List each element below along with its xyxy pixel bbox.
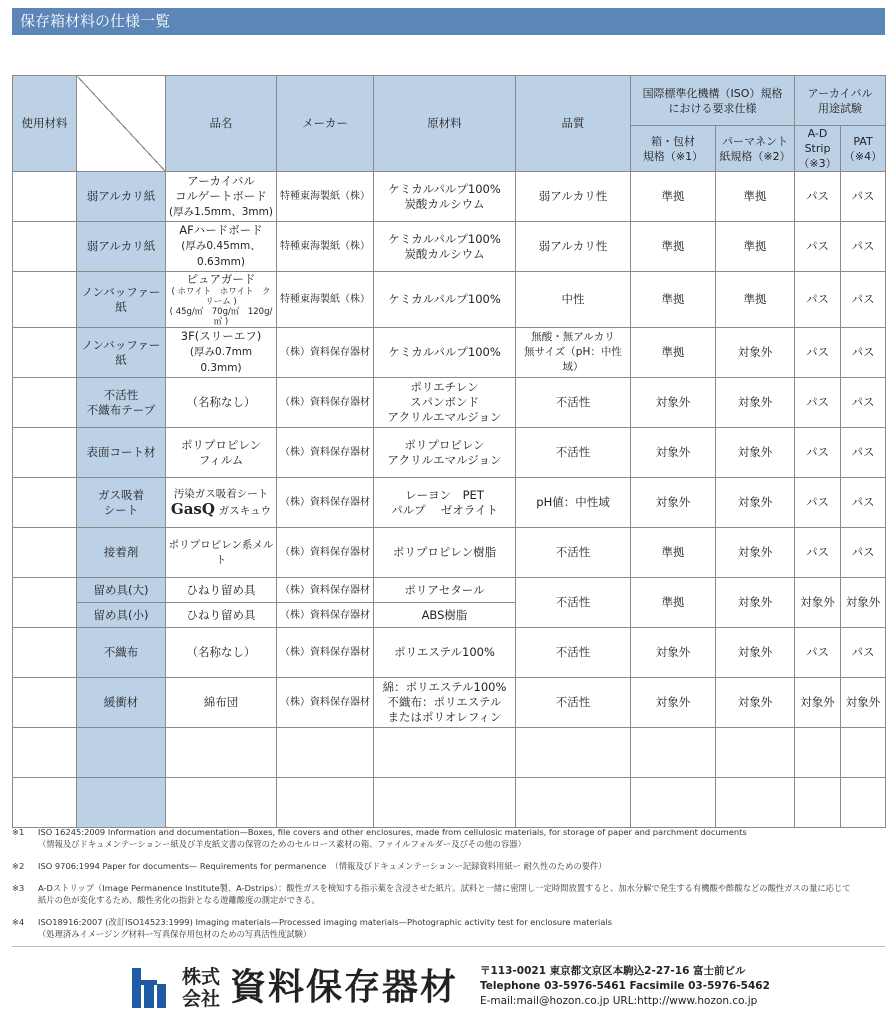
header-material: 使用材料	[13, 76, 77, 172]
product-cell: ポリプロピレン系メルト	[166, 528, 277, 578]
raw-material-cell: ポリエステル100%	[374, 628, 516, 678]
category-cell: ノンバッファー紙	[77, 328, 166, 378]
pat-cell: パス	[841, 478, 886, 528]
table-row	[13, 428, 886, 478]
table-row	[13, 272, 886, 328]
pat-cell: パス	[841, 272, 886, 328]
pat-cell: パス	[841, 428, 886, 478]
ad-strip-cell: パス	[795, 222, 841, 272]
quality-cell: 無酸・無アルカリ 無サイズ（pH：中性域）	[516, 328, 631, 378]
category-cell: 接着剤	[77, 528, 166, 578]
header-pat: PAT （※4）	[841, 126, 886, 172]
contact-info	[480, 964, 770, 1009]
ad-strip-cell: パス	[795, 272, 841, 328]
raw-material-cell: 綿：ポリエステル100% 不織布：ポリエステル またはポリオレフィン	[374, 678, 516, 728]
table-row	[13, 328, 886, 378]
raw-material-cell: ポリエチレン スパンボンド アクリルエマルジョン	[374, 378, 516, 428]
ad-strip-cell: パス	[795, 528, 841, 578]
maker-cell: 特種東海製紙（株）	[277, 172, 374, 222]
permanent-spec-cell: 対象外	[716, 528, 795, 578]
permanent-spec-cell: 対象外	[716, 428, 795, 478]
quality-cell: 不活性	[516, 678, 631, 728]
pat-cell: パス	[841, 628, 886, 678]
box-spec-cell: 対象外	[631, 478, 716, 528]
category-cell: ノンバッファー紙	[77, 272, 166, 328]
table-row	[13, 628, 886, 678]
header-diagonal	[77, 76, 166, 172]
empty-cell	[13, 678, 77, 728]
ad-strip-cell: 対象外	[795, 678, 841, 728]
permanent-spec-cell: 準拠	[716, 222, 795, 272]
gasq-logo: GasQ	[170, 500, 215, 518]
company-logo-icon	[130, 966, 174, 1010]
category-cell: 弱アルカリ紙	[77, 172, 166, 222]
empty-table-row	[13, 778, 886, 828]
empty-cell	[13, 222, 77, 272]
box-spec-cell: 対象外	[631, 428, 716, 478]
box-spec-cell: 準拠	[631, 578, 716, 628]
product-cell: AFハードボード (厚み0.45mm、0.63mm)	[166, 222, 277, 272]
quality-cell: 不活性	[516, 428, 631, 478]
quality-cell: 不活性	[516, 378, 631, 428]
header-box-spec: 箱・包材 規格（※1）	[631, 126, 716, 172]
raw-material-cell: ケミカルパルプ100% 炭酸カルシウム	[374, 172, 516, 222]
table-row	[13, 528, 886, 578]
empty-cell	[13, 328, 77, 378]
raw-material-cell: ケミカルパルプ100% 炭酸カルシウム	[374, 222, 516, 272]
maker-cell: （株）資料保存器材	[277, 628, 374, 678]
quality-cell: 不活性	[516, 628, 631, 678]
box-spec-cell: 準拠	[631, 328, 716, 378]
box-spec-cell: 準拠	[631, 222, 716, 272]
footnote-3: ※3 A-Dストリップ（Image Permanence Institute製、A-Dstrips）：酸性ガスを検知する指示薬を含浸させた紙片。試料と一緒に密閉し一定時間放置すると、加水分解で発生する有機酸や酢酸などの酸性ガスの量に応じて 紙片の色が変化するため、酸性劣化の指針となる遊離酸度の測定ができる。	[12, 883, 851, 905]
pat-cell: 対象外	[841, 578, 886, 628]
permanent-spec-cell: 対象外	[716, 478, 795, 528]
product-cell: ひねり留め具	[166, 603, 277, 628]
category-cell: 表面コート材	[77, 428, 166, 478]
empty-table-row	[13, 728, 886, 778]
empty-cell	[13, 272, 77, 328]
product-cell: ひねり留め具	[166, 578, 277, 603]
company-type: 株式 会社	[182, 966, 221, 1010]
ad-strip-cell: パス	[795, 328, 841, 378]
empty-cell	[13, 378, 77, 428]
product-cell: （名称なし）	[166, 378, 277, 428]
category-cell: 弱アルカリ紙	[77, 222, 166, 272]
ad-strip-cell: パス	[795, 428, 841, 478]
permanent-spec-cell: 対象外	[716, 378, 795, 428]
table-row	[13, 678, 886, 728]
header-product: 品名	[166, 76, 277, 172]
header-ad-strip: A-D Strip （※3）	[795, 126, 841, 172]
empty-cell	[13, 172, 77, 222]
company-name: 資料保存器材	[230, 967, 459, 1008]
raw-material-cell: ケミカルパルプ100%	[374, 272, 516, 328]
empty-cell	[13, 528, 77, 578]
footnote-1: ※1 ISO 16245:2009 Information and documentation—Boxes, file covers and other enclosures, made from cellulosic materials, for storage of paper and parchment documents （情報及びドキュメンテーションー紙及び羊皮紙文書の保管のためのセルロース素材の箱、ファイルフォルダー及びその他の容器）	[12, 827, 747, 849]
footnote-2: ※2 ISO 9706:1994 Paper for documents— Requirements for permanence （情報及びドキュメンテーションー記録資料用紙ー 耐久性のための要件）	[12, 861, 607, 871]
category-cell: 留め具(小)	[77, 603, 166, 628]
product-cell: 3F(スリーエフ) (厚み0.7mm 0.3mm)	[166, 328, 277, 378]
permanent-spec-cell: 準拠	[716, 172, 795, 222]
ad-strip-cell: 対象外	[795, 578, 841, 628]
divider	[12, 946, 885, 947]
header-permanent-spec: パーマネント 紙規格（※2）	[716, 126, 795, 172]
maker-cell: （株）資料保存器材	[277, 328, 374, 378]
box-spec-cell: 対象外	[631, 628, 716, 678]
quality-cell: pH値：中性域	[516, 478, 631, 528]
permanent-spec-cell: 対象外	[716, 328, 795, 378]
phone: Telephone 03-5976-5461 Facsimile 03-5976-5462	[480, 980, 770, 992]
maker-cell: （株）資料保存器材	[277, 528, 374, 578]
permanent-spec-cell: 対象外	[716, 578, 795, 628]
permanent-spec-cell: 準拠	[716, 272, 795, 328]
header-quality: 品質	[516, 76, 631, 172]
permanent-spec-cell: 対象外	[716, 678, 795, 728]
category-cell: 不織布	[77, 628, 166, 678]
quality-cell: 中性	[516, 272, 631, 328]
quality-cell: 弱アルカリ性	[516, 222, 631, 272]
box-spec-cell: 対象外	[631, 378, 716, 428]
header-archival-group: アーカイバル 用途試験	[795, 76, 886, 126]
page-title: 保存箱材料の仕様一覧	[12, 8, 885, 35]
raw-material-cell: ポリプロピレン樹脂	[374, 528, 516, 578]
quality-cell: 不活性	[516, 528, 631, 578]
product-cell: 綿布団	[166, 678, 277, 728]
maker-cell: （株）資料保存器材	[277, 578, 374, 603]
table-row	[13, 478, 886, 528]
raw-material-cell: レーヨン PET パルプ ゼオライト	[374, 478, 516, 528]
table-row	[13, 578, 886, 603]
ad-strip-cell: パス	[795, 628, 841, 678]
empty-cell	[13, 578, 77, 628]
category-cell: 緩衝材	[77, 678, 166, 728]
box-spec-cell: 準拠	[631, 272, 716, 328]
box-spec-cell: 対象外	[631, 678, 716, 728]
permanent-spec-cell: 対象外	[716, 628, 795, 678]
category-cell: ガス吸着 シート	[77, 478, 166, 528]
header-maker: メーカー	[277, 76, 374, 172]
product-cell: 汚染ガス吸着シート GasQ ガスキュウ	[166, 478, 277, 528]
empty-cell	[13, 478, 77, 528]
product-cell: ポリプロピレン フィルム	[166, 428, 277, 478]
quality-cell: 不活性	[516, 578, 631, 628]
maker-cell: （株）資料保存器材	[277, 678, 374, 728]
header-raw-material: 原材料	[374, 76, 516, 172]
product-cell: アーカイバル コルゲートボード (厚み1.5mm、3mm)	[166, 172, 277, 222]
maker-cell: 特種東海製紙（株）	[277, 222, 374, 272]
ad-strip-cell: パス	[795, 378, 841, 428]
pat-cell: 対象外	[841, 678, 886, 728]
product-cell: （名称なし）	[166, 628, 277, 678]
quality-cell: 弱アルカリ性	[516, 172, 631, 222]
product-cell: ピュアガード ( ホワイト ホワイト クリーム ) ( 45g/㎡ 70g/㎡ 120g/㎡ )	[166, 272, 277, 328]
category-cell: 留め具(大)	[77, 578, 166, 603]
box-spec-cell: 準拠	[631, 528, 716, 578]
box-spec-cell: 準拠	[631, 172, 716, 222]
pat-cell: パス	[841, 528, 886, 578]
empty-cell	[13, 428, 77, 478]
maker-cell: （株）資料保存器材	[277, 478, 374, 528]
table-row	[13, 172, 886, 222]
pat-cell: パス	[841, 328, 886, 378]
raw-material-cell: ABS樹脂	[374, 603, 516, 628]
footnotes	[12, 826, 885, 950]
header-iso-group: 国際標準化機構（ISO）規格 における要求仕様	[631, 76, 795, 126]
footnote-4: ※4 ISO18916:2007 (改訂ISO14523:1999) Imaging materials—Processed imaging materials—Photographic activity test for enclosure materials （処理済みイメージング材料ー写真保存用包材のための写真活性度試験）	[12, 917, 613, 939]
address: 〒113-0021 東京都文京区本駒込2-27-16 富士前ビル	[480, 965, 746, 977]
maker-cell: 特種東海製紙（株）	[277, 272, 374, 328]
raw-material-cell: ポリアセタール	[374, 578, 516, 603]
empty-cell	[13, 628, 77, 678]
maker-cell: （株）資料保存器材	[277, 378, 374, 428]
ad-strip-cell: パス	[795, 478, 841, 528]
pat-cell: パス	[841, 172, 886, 222]
company-footer	[130, 958, 870, 1018]
ad-strip-cell: パス	[795, 172, 841, 222]
table-row	[13, 222, 886, 272]
pat-cell: パス	[841, 222, 886, 272]
spec-table	[12, 75, 886, 828]
raw-material-cell: ケミカルパルプ100%	[374, 328, 516, 378]
maker-cell: （株）資料保存器材	[277, 603, 374, 628]
pat-cell: パス	[841, 378, 886, 428]
category-cell: 不活性 不織布テープ	[77, 378, 166, 428]
email-url: E-mail:mail@hozon.co.jp URL:http://www.hozon.co.jp	[480, 995, 758, 1007]
table-row	[13, 378, 886, 428]
raw-material-cell: ポリプロピレン アクリルエマルジョン	[374, 428, 516, 478]
maker-cell: （株）資料保存器材	[277, 428, 374, 478]
